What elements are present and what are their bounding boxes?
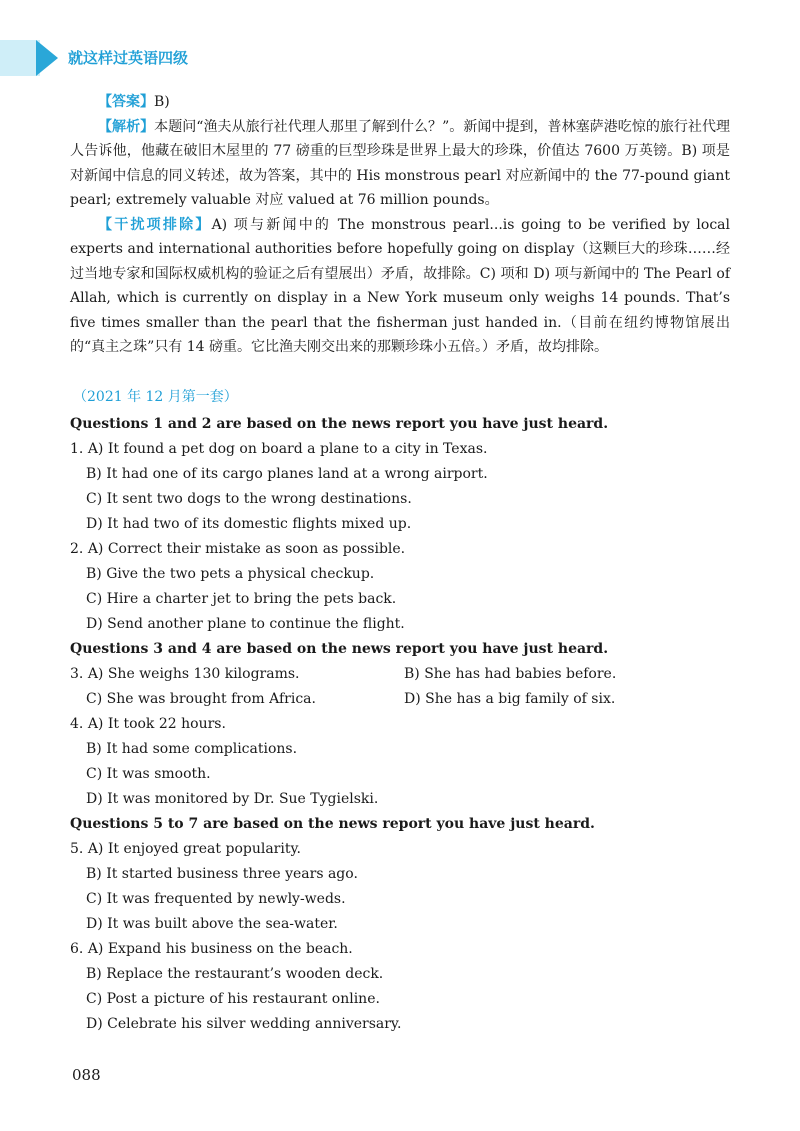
option-text: D) It was monitored by Dr. Sue Tygielski. (86, 791, 379, 807)
option-text: D) She has a big family of six. (404, 691, 616, 707)
option-text: D) It was built above the sea-water. (86, 916, 338, 932)
group-heading: Questions 1 and 2 are based on the news report you have just heard. (70, 416, 609, 432)
exam-section-label: （2021 年 12 月第一套） (73, 389, 238, 405)
option-text: A) Expand his business on the beach. (87, 941, 353, 957)
question-option (70, 437, 730, 462)
analysis-text: 本题问“渔夫从旅行社代理人那里了解到什么？”。新闻中提到，普林塞萨港吃惊的旅行社代理人告诉他，他藏在破旧木屋里的 77 磅重的巨型珍珠是世界上最大的珍珠，价值达 7600 万英镑。B) 项是对新闻中信息的同义转述，故为答案，其中的 His monstrous pearl 对应新闻中的 the 77-pound giant pearl; extremely valuable 对应 valued at 76 million pounds。 (70, 118, 731, 208)
header-decoration-bar (0, 40, 40, 76)
question-list (70, 412, 730, 1037)
question-number: 5. (70, 841, 84, 857)
option-text: B) She has had babies before. (404, 666, 617, 682)
option-text: A) Correct their mistake as soon as possible. (87, 541, 406, 557)
question-number: 4. (70, 716, 84, 732)
question-option (70, 712, 730, 737)
question-number: 1. (70, 441, 84, 457)
option-text: D) Celebrate his silver wedding anniversary. (86, 1016, 402, 1032)
page-number: 088 (72, 1066, 101, 1084)
option-text: C) It was smooth. (86, 766, 211, 782)
question-number: 2. (70, 541, 84, 557)
book-title: 就这样过英语四级 (68, 49, 189, 67)
option-text: B) Give the two pets a physical checkup. (86, 566, 375, 582)
option-text: C) Hire a charter jet to bring the pets back. (86, 591, 397, 607)
option-text: B) Replace the restaurant’s wooden deck. (86, 966, 384, 982)
answer-section (70, 90, 730, 360)
option-text: C) It sent two dogs to the wrong destinations. (86, 491, 412, 507)
analysis-label: 【解析】 (98, 118, 155, 135)
question-option (70, 937, 730, 962)
option-text: D) It had two of its domestic flights mixed up. (86, 516, 412, 532)
option-text: B) It had one of its cargo planes land at a wrong airport. (86, 466, 488, 482)
question-option (70, 537, 730, 562)
answer-value: B) (154, 94, 170, 110)
header-arrow-icon (36, 40, 58, 76)
option-text: C) It was frequented by newly-weds. (86, 891, 346, 907)
option-text: C) Post a picture of his restaurant online. (86, 991, 380, 1007)
distractor-label: 【干扰项排除】 (98, 216, 212, 233)
option-text: A) She weighs 130 kilograms. (87, 666, 300, 682)
group-heading: Questions 3 and 4 are based on the news report you have just heard. (70, 641, 609, 657)
option-text: C) She was brought from Africa. (86, 691, 316, 707)
option-text: B) It started business three years ago. (86, 866, 358, 882)
answer-label: 【答案】 (98, 94, 154, 110)
question-option (70, 837, 730, 862)
question-option-row (70, 687, 730, 712)
option-text: A) It enjoyed great popularity. (87, 841, 301, 857)
group-heading: Questions 5 to 7 are based on the news report you have just heard. (70, 816, 595, 832)
option-text: D) Send another plane to continue the flight. (86, 616, 405, 632)
distractor-text: A) 项与新闻中的 The monstrous pearl...is going to be verified by local experts and international authorities before hopefully going on display（这颗巨大的珍珠……经过当地专家和国际权威机构的验证之后有望展出）矛盾，故排除。C) 项和 D) 项与新闻中的 The Pearl of Allah, which is currently on display in a New York museum only weighs 14 pounds. That’s five times smaller than the pearl that the fisherman just handed in.（目前在纽约博物馆展出的“真主之珠”只有 14 磅重。它比渔夫刚交出来的那颗珍珠小五倍。）矛盾，故均排除。 (70, 216, 731, 355)
option-text: A) It found a pet dog on board a plane to a city in Texas. (87, 441, 488, 457)
question-option-row (70, 662, 730, 687)
question-number: 6. (70, 941, 84, 957)
question-number: 3. (70, 666, 84, 682)
option-text: A) It took 22 hours. (87, 716, 226, 732)
option-text: B) It had some complications. (86, 741, 298, 757)
